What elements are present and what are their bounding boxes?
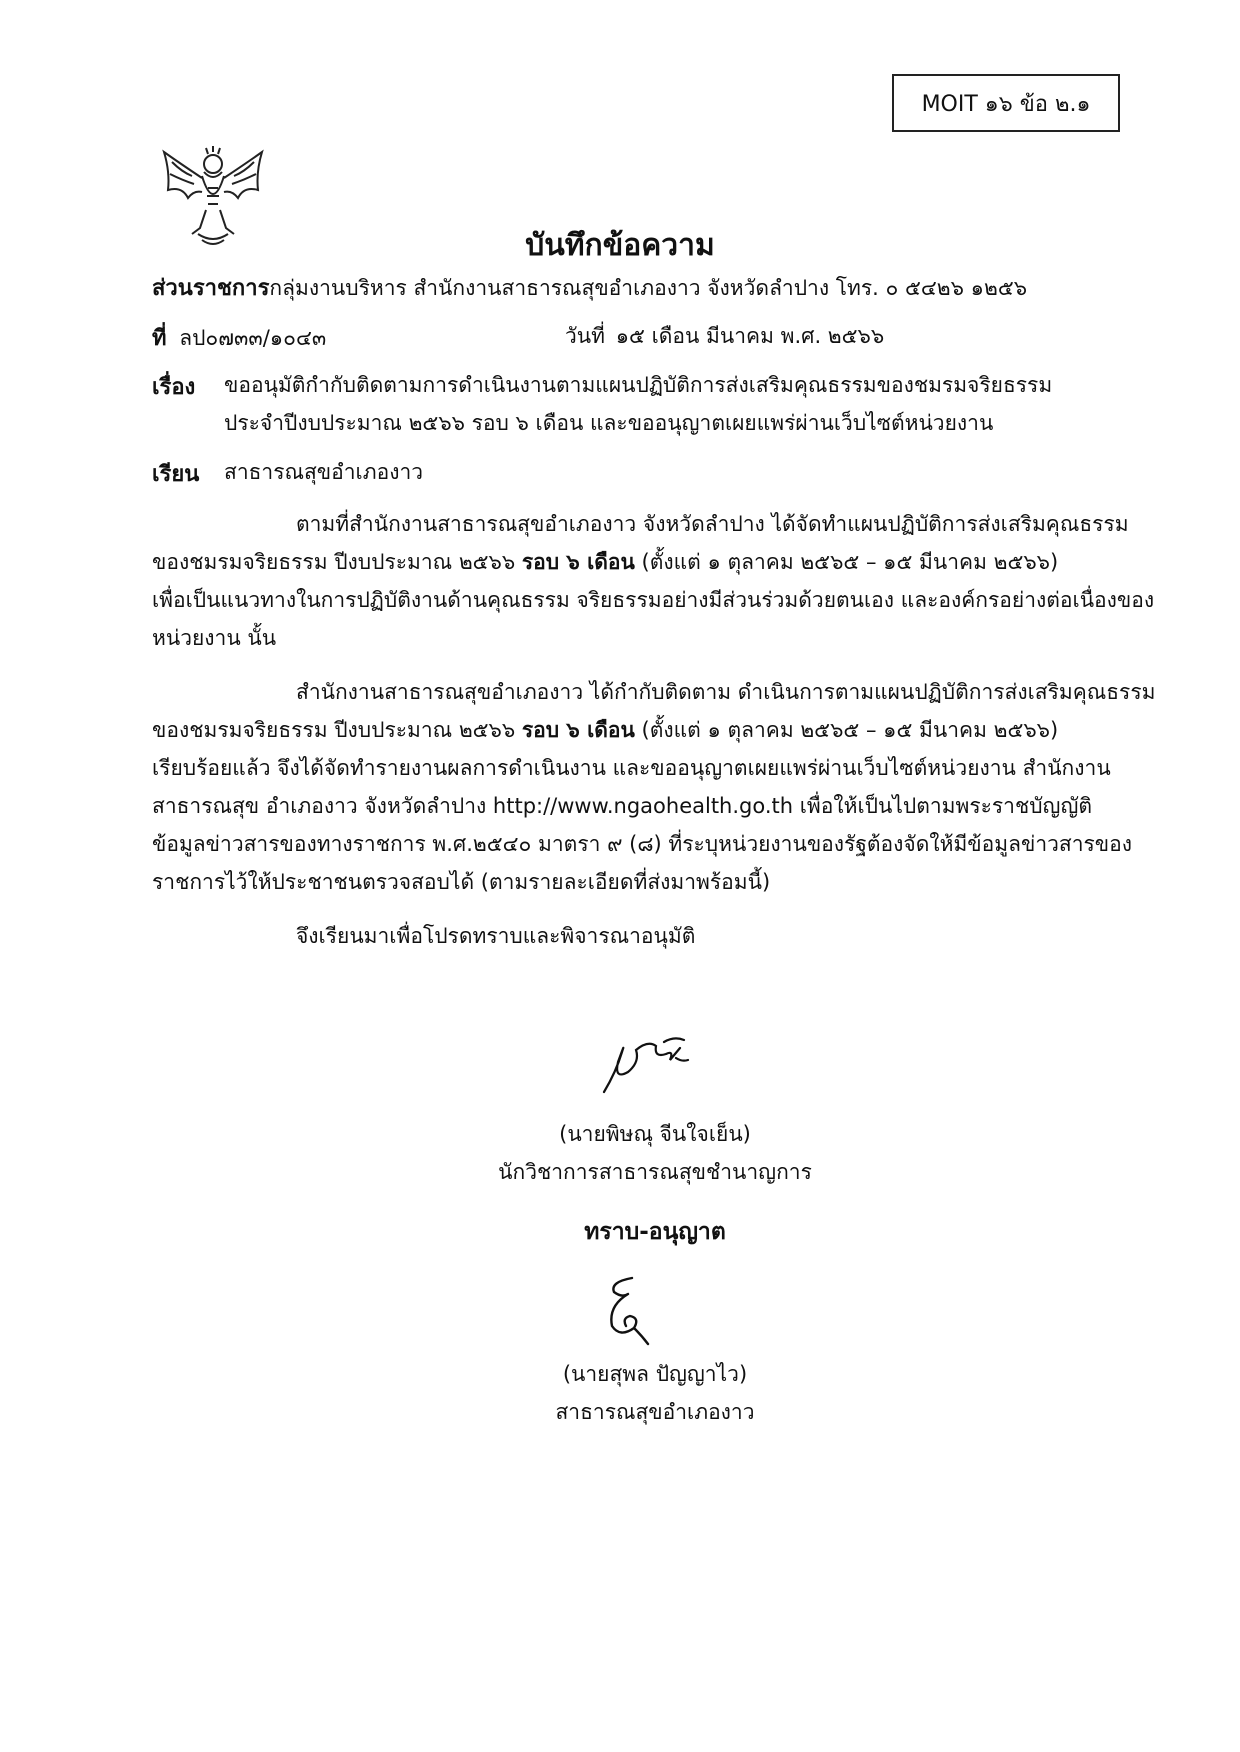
reference-number: ลป๐๗๓๓/๑๐๔๓ bbox=[179, 326, 327, 350]
p2-line: สำนักงานสาธารณสุขอำเภองาว ได้กำกับติดตาม ดำเนินการตามแผนปฏิบัติการส่งเสริมคุณธรรม bbox=[296, 680, 1156, 704]
body-paragraph-2 bbox=[152, 673, 1156, 901]
signer-2-position: สาธารณสุขอำเภองาว bbox=[555, 1400, 755, 1424]
body-paragraph-1 bbox=[152, 505, 1155, 657]
p1-line: เพื่อเป็นแนวทางในการปฏิบัติงานด้านคุณธรรม จริยธรรมอย่างมีส่วนร่วมด้วยตนเอง และองค์กรอย่างต่อเนื่องของ bbox=[152, 588, 1155, 612]
moit-reference-text: MOIT ๑๖ ข้อ ๒.๑ bbox=[921, 91, 1091, 117]
subject-line-2: ประจำปีงบประมาณ ๒๕๖๖ รอบ ๖ เดือน และขออนุญาตเผยแพร่ผ่านเว็บไซต์หน่วยงาน bbox=[224, 411, 994, 435]
signature-1-icon bbox=[596, 1032, 706, 1102]
date-line bbox=[565, 320, 884, 353]
p1-line: ตามที่สำนักงานสาธารณสุขอำเภองาว จังหวัดลำปาง ได้จัดทำแผนปฏิบัติการส่งเสริมคุณธรรม bbox=[296, 512, 1129, 536]
p2-line: ราชการไว้ให้ประชาชนตรวจสอบได้ (ตามรายละเอียดที่ส่งมาพร้อมนี้) bbox=[152, 870, 771, 894]
moit-reference-box bbox=[892, 74, 1120, 132]
p1-line: ของชมรมจริยธรรม ปีงบประมาณ ๒๕๖๖ รอบ ๖ เดือน (ตั้งแต่ ๑ ตุลาคม ๒๕๖๕ – ๑๕ มีนาคม ๒๕๖๖) bbox=[152, 550, 1059, 574]
subject-label: เรื่อง bbox=[152, 375, 196, 400]
p1-line: หน่วยงาน นั้น bbox=[152, 626, 277, 650]
p2-line: เรียบร้อยแล้ว จึงได้จัดทำรายงานผลการดำเนินงาน และขออนุญาตเผยแพร่ผ่านเว็บไซต์หน่วยงาน สำนักงาน bbox=[152, 756, 1111, 780]
date-value: ๑๕ เดือน มีนาคม พ.ศ. ๒๕๖๖ bbox=[615, 324, 885, 348]
agency-label: ส่วนราชการ bbox=[152, 276, 270, 301]
approval-text: ทราบ-อนุญาต bbox=[584, 1219, 726, 1245]
reference-label: ที่ bbox=[152, 326, 167, 351]
subject-line-1: ขออนุมัติกำกับติดตามการดำเนินงานตามแผนปฏิบัติการส่งเสริมคุณธรรมของชมรมจริยธรรม bbox=[224, 373, 1053, 397]
signer-1-position: นักวิชาการสาธารณสุขชำนาญการ bbox=[498, 1160, 812, 1184]
agency-value: กลุ่มงานบริหาร สำนักงานสาธารณสุขอำเภองาว จังหวัดลำปาง โทร. ๐ ๕๔๒๖ ๑๒๕๖ bbox=[269, 276, 1028, 300]
to-value: สาธารณสุขอำเภองาว bbox=[224, 460, 424, 484]
reference-number-line bbox=[152, 320, 326, 355]
memo-title: บันทึกข้อความ bbox=[525, 228, 715, 263]
signer-2-name: (นายสุพล ปัญญาไว) bbox=[562, 1362, 748, 1386]
p2-line: สาธารณสุข อำเภองาว จังหวัดลำปาง http://www.ngaohealth.go.th เพื่อให้เป็นไปตามพระราชบัญญัติ bbox=[152, 794, 1092, 818]
date-label: วันที่ bbox=[565, 324, 605, 348]
signer-1-name: (นายพิษณุ จีนใจเย็น) bbox=[559, 1122, 751, 1146]
closing-sentence: จึงเรียนมาเพื่อโปรดทราบและพิจารณาอนุมัติ bbox=[296, 924, 696, 948]
p2-line: ของชมรมจริยธรรม ปีงบประมาณ ๒๕๖๖ รอบ ๖ เดือน (ตั้งแต่ ๑ ตุลาคม ๒๕๖๕ – ๑๕ มีนาคม ๒๕๖๖) bbox=[152, 718, 1059, 742]
p2-line: ข้อมูลข่าวสารของทางราชการ พ.ศ.๒๕๔๐ มาตรา ๙ (๘) ที่ระบุหน่วยงานของรัฐต้องจัดให้มีข้อมูลข่าวสารของ bbox=[152, 832, 1133, 856]
agency-line bbox=[152, 270, 1027, 305]
signature-2-icon bbox=[598, 1272, 658, 1347]
to-label: เรียน bbox=[152, 462, 200, 487]
